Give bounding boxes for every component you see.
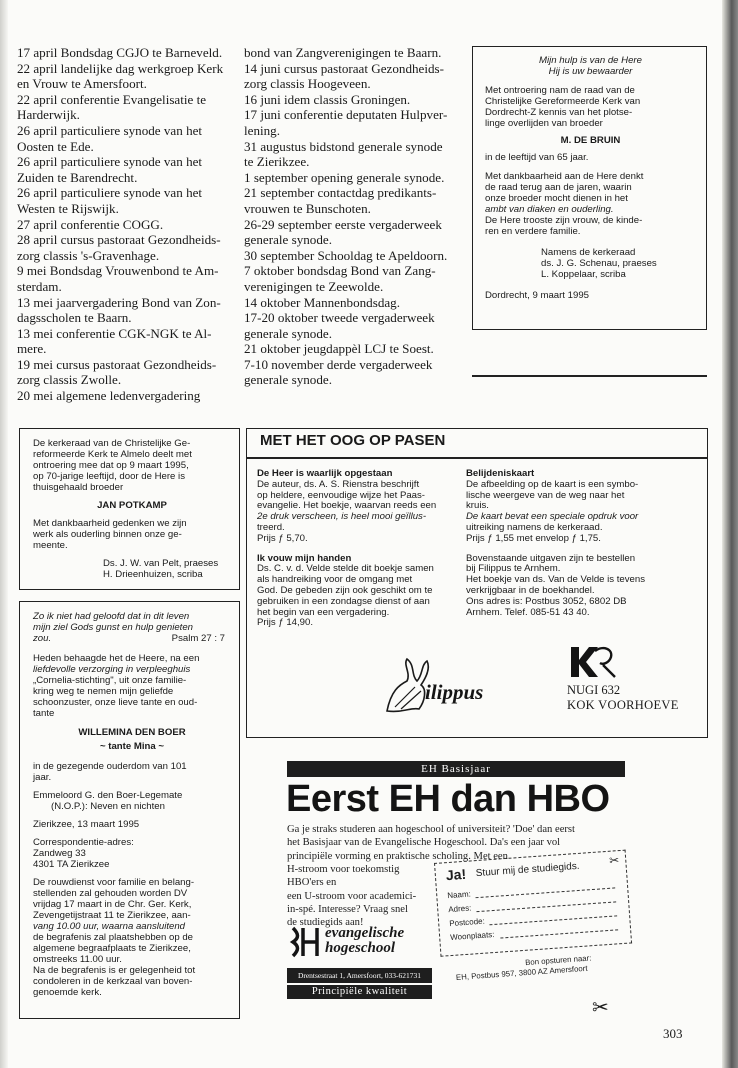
book-description: treerd. [257, 521, 285, 533]
bible-verse: Hij is uw bewaarder [548, 66, 633, 77]
calendar-line: 17 april Bondsdag CGJO te Barneveld. [17, 45, 223, 60]
notice-line: genoemde kerk. [33, 987, 102, 998]
notice-line: tante [33, 708, 55, 719]
notice-line: vrijdag 17 maart in de Chr. Ger. Kerk, [33, 899, 192, 910]
calendar-line: 28 april cursus pastoraat Gezondheids- [17, 232, 221, 248]
page-number: 303 [663, 1026, 683, 1041]
coupon-ja: Ja! [445, 865, 467, 884]
coupon-field-label: Woonplaats: [449, 929, 495, 943]
eh-emblem-icon [289, 924, 321, 960]
notice-line: ambt van diaken en ouderling. [485, 204, 614, 215]
notice-line: Met dankbaarheid aan de Here denkt [485, 171, 644, 182]
notice-line: werk als ouderling binnen onze ge- [33, 529, 182, 540]
calendar-line: generale synode. [244, 232, 332, 248]
slogan: Principiële kwaliteit [287, 985, 432, 999]
book-description: evangelie. Het boekje, waarvan reeds een [257, 500, 437, 512]
calendar-line: 22 april conferentie Evangelisatie te [17, 91, 207, 107]
calendar-line: 17-20 oktober tweede vergaderweek [244, 310, 435, 326]
calendar-line: 14 oktober Mannenbondsdag. [244, 294, 401, 310]
postcode-field[interactable] [489, 915, 617, 925]
book-description: De auteur, ds. A. S. Rienstra beschrijft [257, 478, 420, 490]
place-date: Zierikzee, 13 maart 1995 [33, 819, 140, 830]
book-title: Belijdeniskaart [466, 468, 535, 479]
publisher-name: KOK VOORHOEVE [567, 698, 679, 712]
calendar-line: 27 april conferentie COGG. [17, 216, 164, 232]
bible-verse: Zo ik niet had geloofd dat in dit leven [33, 611, 190, 622]
calendar-line: 30 september Schooldag te Apeldoorn. [244, 247, 448, 263]
notice-line: Met ontroering nam de raad van de [485, 85, 635, 96]
book-title: Ik vouw mijn handen [257, 552, 352, 564]
place-date: Dordrecht, 9 maart 1995 [485, 290, 589, 301]
logo-text: hogeschool [325, 940, 396, 956]
calendar-line: mere. [17, 341, 47, 357]
page-left-shadow [0, 0, 8, 1068]
calendar-line: generale synode. [244, 325, 332, 341]
city-field[interactable] [500, 929, 618, 938]
calendar-line: 7 oktober bondsdag Bond van Zang- [244, 263, 436, 279]
nugi-code: NUGI 632 [567, 683, 621, 697]
book-description: Ds. C. v. d. Velde stelde dit boekje samen [257, 563, 434, 575]
divider [472, 375, 707, 377]
pasen-column-left [257, 469, 469, 629]
page-binding-shadow [722, 0, 738, 1068]
calendar-line: 16 juni idem classis Groningen. [244, 91, 411, 107]
calendar-line: Zuiden te Barendrecht. [17, 169, 138, 185]
obituary-de-bruin [472, 46, 707, 330]
order-info: verkrijgbaar in de boekhandel. [466, 584, 595, 596]
notice-line: in de leeftijd van 65 jaar. [485, 152, 589, 163]
basisjaar-banner [287, 761, 625, 777]
notice-line: Met dankbaarheid gedenken we zijn [33, 518, 187, 529]
signature-line: L. Koppelaar, scriba [541, 269, 626, 280]
calendar-line: lening. [244, 122, 281, 138]
school-address: Drentsestraat 1, Amersfoort, 033-621731 [287, 968, 432, 983]
notice-line: linge overlijden van broeder [485, 118, 603, 129]
notice-line: Dordrecht-Z kennis van het plotse- [485, 107, 633, 118]
book-description: kruis. [466, 500, 489, 512]
ad-text-line: een U-stroom voor academici- [287, 890, 417, 902]
deceased-nickname: ~ tante Mina ~ [100, 741, 164, 752]
calendar-line: Oosten te Ede. [17, 138, 94, 154]
order-info: Het boekje van ds. Van de Velde is tevens [466, 574, 646, 586]
order-coupon[interactable] [434, 850, 632, 957]
calendar-line: zorg classis Hoogeveen. [244, 76, 371, 92]
calendar-line: Westen te Rijswijk. [17, 200, 119, 216]
kok-emblem-icon [567, 643, 619, 681]
calendar-line: 20 mei algemene ledenvergadering [17, 388, 201, 404]
calendar-line: en Vrouw te Amersfoort. [17, 76, 147, 92]
bible-verse: mijn ziel Gods gunst en hulp genieten [33, 622, 193, 633]
notice-line: omstreeks 11.00 uur. [33, 954, 122, 965]
coupon-field-label: Naam: [446, 889, 472, 901]
calendar-line: vrouwen te Bunschoten. [244, 200, 371, 216]
filippus-logo [381, 651, 521, 721]
calendar-line: 26-29 september eerste vergaderweek [244, 216, 442, 232]
divider [247, 457, 707, 459]
family-line: (N.O.P.): Neven en nichten [51, 801, 165, 812]
pasen-advertisement [246, 428, 708, 738]
notice-line: de begrafenis zal plaatshebben op de [33, 932, 194, 943]
signature-line: ds. J. G. Schenau, praeses [541, 258, 657, 269]
coupon-heading: Stuur mij de studiegids. [475, 860, 580, 880]
scissors-icon: ✂ [592, 995, 609, 1019]
notice-line: ontroering mee dat op 9 maart 1995, [33, 460, 189, 471]
notice-line: thuisgehaald broeder [33, 482, 124, 493]
book-description: het begin van een vergadering. [257, 606, 390, 618]
book-description: gebruiken in een zondagse dienst of aan [257, 595, 430, 607]
notice-line: in de gezegende ouderdom van 101 [33, 761, 187, 772]
calendar-line: 17 juni conferentie deputaten Hulpver- [244, 107, 448, 123]
calendar-line: zorg classis Zwolle. [17, 372, 122, 388]
family-line: Emmeloord G. den Boer-Legemate [33, 790, 183, 801]
book-description: De afbeelding op de kaart is een symbo- [466, 478, 639, 490]
calendar-line: 14 juni cursus pastoraat Gezondheids- [244, 60, 444, 76]
calendar-line: sterdam. [17, 278, 62, 294]
notice-line: Na de begrafenis is er gelegenheid tot [33, 965, 196, 976]
calendar-line: 13 mei jaarvergadering Bond van Zon- [17, 294, 221, 310]
book-title: De Heer is waarlijk opgestaan [257, 468, 393, 479]
coupon-send-address: EH, Postbus 957, 3800 AZ Amersfoort [455, 963, 588, 982]
advertisement-headline: Eerst EH dan HBO [286, 778, 610, 820]
ad-text-line: het Basisjaar van de Evangelische Hogeschool. Da's een jaar vol [287, 837, 561, 849]
notice-line: De kerkeraad van de Christelijke Ge- [33, 438, 191, 449]
ad-text-line: H-stroom voor toekomstig HBO'ers en [287, 864, 400, 889]
calendar-line: 26 april particuliere synode van het [17, 154, 203, 170]
signature-line: H. Drieenhuizen, scriba [103, 569, 203, 580]
evangelische-hogeschool-logo [287, 920, 432, 966]
bible-verse: zou. [33, 633, 52, 644]
ad-text-line: Ga je straks studeren aan hogeschool of universiteit? 'Doe' dan eerst [287, 824, 575, 835]
calendar-column-middle [244, 45, 466, 388]
calendar-line: 26 april particuliere synode van het [17, 185, 203, 201]
order-info: Bovenstaande uitgaven zijn te bestellen [466, 552, 636, 564]
notice-line: Zevengetijstraat 11 te Zierikzee, aan- [33, 910, 191, 921]
calendar-line: verenigingen te Zeewolde. [244, 278, 384, 294]
obituary-den-boer [19, 601, 240, 1019]
deceased-name: WILLEMINA DEN BOER [78, 727, 186, 738]
order-info: Ons adres is: Postbus 3052, 6802 DB [466, 595, 627, 607]
notice-line: onze broeder mocht dienen in het [485, 193, 628, 204]
calendar-line: dagsscholen te Baarn. [17, 310, 132, 326]
address-line: 4301 TA Zierikzee [33, 859, 110, 870]
address-line: Correspondentie-adres: [33, 837, 134, 848]
book-description: op heldere, eenvoudige wijze het Paas- [257, 489, 426, 501]
book-description: God. De gebeden zijn ook geschikt om te [257, 584, 433, 596]
notice-line: algemene begraafplaats te Zierikzee, [33, 943, 191, 954]
calendar-line: 7-10 november derde vergaderweek [244, 356, 433, 372]
basisjaar-banner-text: EH Basisjaar [421, 763, 491, 775]
book-description: als handreiking voor de omgang met [257, 574, 413, 586]
book-price: Prijs ƒ 1,55 met envelop ƒ 1,75. [466, 532, 601, 544]
notice-line: de raad terug aan de jaren, waarin [485, 182, 632, 193]
book-price: Prijs ƒ 14,90. [257, 617, 313, 629]
calendar-line: 21 oktober jeugdappèl LCJ te Soest. [244, 341, 434, 357]
bible-reference: Psalm 27 : 7 [171, 633, 225, 644]
name-field[interactable] [475, 887, 615, 898]
calendar-line: generale synode. [244, 372, 332, 388]
notice-line: meente. [33, 540, 68, 551]
calendar-line: 13 mei conferentie CGK-NGK te Al- [17, 325, 212, 341]
order-info: bij Filippus te Arnhem. [466, 563, 561, 575]
calendar-line: 19 mei cursus pastoraat Gezondheids- [17, 356, 217, 372]
notice-line: vang 10.00 uur, waarna aansluitend [33, 921, 186, 932]
notice-line: schoonzuster, onze lieve tante en oud- [33, 697, 198, 708]
filippus-wordmark: ilippus [425, 680, 484, 704]
signature-line: Ds. J. W. van Pelt, praeses [103, 558, 219, 569]
notice-line: op 70-jarige leeftijd, door de Here is [33, 471, 185, 482]
notice-line: Heden behaagde het de Heere, na een [33, 653, 200, 664]
obituary-potkamp [19, 428, 240, 590]
coupon-send-label: Bon opsturen naar: [524, 953, 592, 968]
order-info: Arnhem. Telef. 085-51 43 40. [466, 606, 590, 618]
address-field[interactable] [476, 901, 616, 912]
kok-voorhoeve-logo [563, 639, 703, 729]
deceased-name: JAN POTKAMP [97, 500, 167, 511]
calendar-line: 9 mei Bondsdag Vrouwenbond te Am- [17, 263, 219, 279]
logo-text: evangelische [325, 925, 405, 941]
ad-text-line: principiële vorming en praktische scholing. Met een [287, 850, 508, 862]
ad-text-line: de studiegids aan! [287, 917, 364, 929]
notice-line: De rouwdienst voor familie en belang- [33, 877, 195, 888]
book-description: lische weergeve van de weg naar het [466, 489, 625, 501]
calendar-line: 31 augustus bidstond generale synode [244, 138, 443, 154]
deceased-name: M. DE BRUIN [560, 135, 621, 146]
ad-text-line: in-spé. Interesse? Vraag snel [287, 903, 408, 915]
calendar-line: 26 april particuliere synode van het [17, 122, 203, 138]
calendar-line: zorg classis 's-Gravenhage. [17, 247, 160, 263]
calendar-line: 22 april landelijke dag werkgroep Kerk [17, 60, 224, 76]
notice-line: „Cornelia-stichting", uit onze familie- [33, 675, 187, 686]
notice-line: kring weg te nemen mijn geliefde [33, 686, 174, 697]
scissors-icon: ✂ [608, 853, 620, 868]
notice-line: Christelijke Gereformeerde Kerk van [485, 96, 641, 107]
book-description: De kaart bevat een speciale opdruk voor [466, 511, 639, 523]
book-price: Prijs ƒ 5,70. [257, 532, 308, 544]
calendar-line: te Zierikzee. [244, 154, 310, 170]
notice-line: De Here trooste zijn vrouw, de kinde- [485, 215, 643, 226]
notice-line: ren en verdere familie. [485, 226, 581, 237]
calendar-line: bond van Zangverenigingen te Baarn. [244, 45, 442, 60]
notice-line: stellenden zal gehouden worden DV [33, 888, 188, 899]
book-description: uitreiking namens de kerkeraad. [466, 521, 603, 533]
calendar-line: 1 september opening generale synode. [244, 169, 445, 185]
book-description: 2e druk verscheen, is heel mooi geïllus- [257, 511, 427, 523]
bible-verse: Mijn hulp is van de Here [539, 55, 642, 66]
advertisement-title: MET HET OOG OP PASEN [260, 432, 446, 449]
coupon-field-label: Postcode: [448, 916, 486, 929]
address-line: Zandweg 33 [33, 848, 86, 859]
calendar-line: Harderwijk. [17, 107, 80, 123]
notice-line: liefdevolle verzorging in verpleeghuis [33, 664, 191, 675]
coupon-field-label: Adres: [447, 903, 472, 915]
pasen-column-right [466, 469, 696, 618]
notice-line: condoleren in de kerkzaal van boven- [33, 976, 193, 987]
signature-line: Namens de kerkeraad [541, 247, 636, 258]
notice-line: jaar. [33, 772, 52, 783]
notice-line: reformeerde Kerk te Almelo deelt met [33, 449, 192, 460]
calendar-line: 21 september contactdag predikants- [244, 185, 437, 201]
calendar-column-left [17, 45, 239, 404]
